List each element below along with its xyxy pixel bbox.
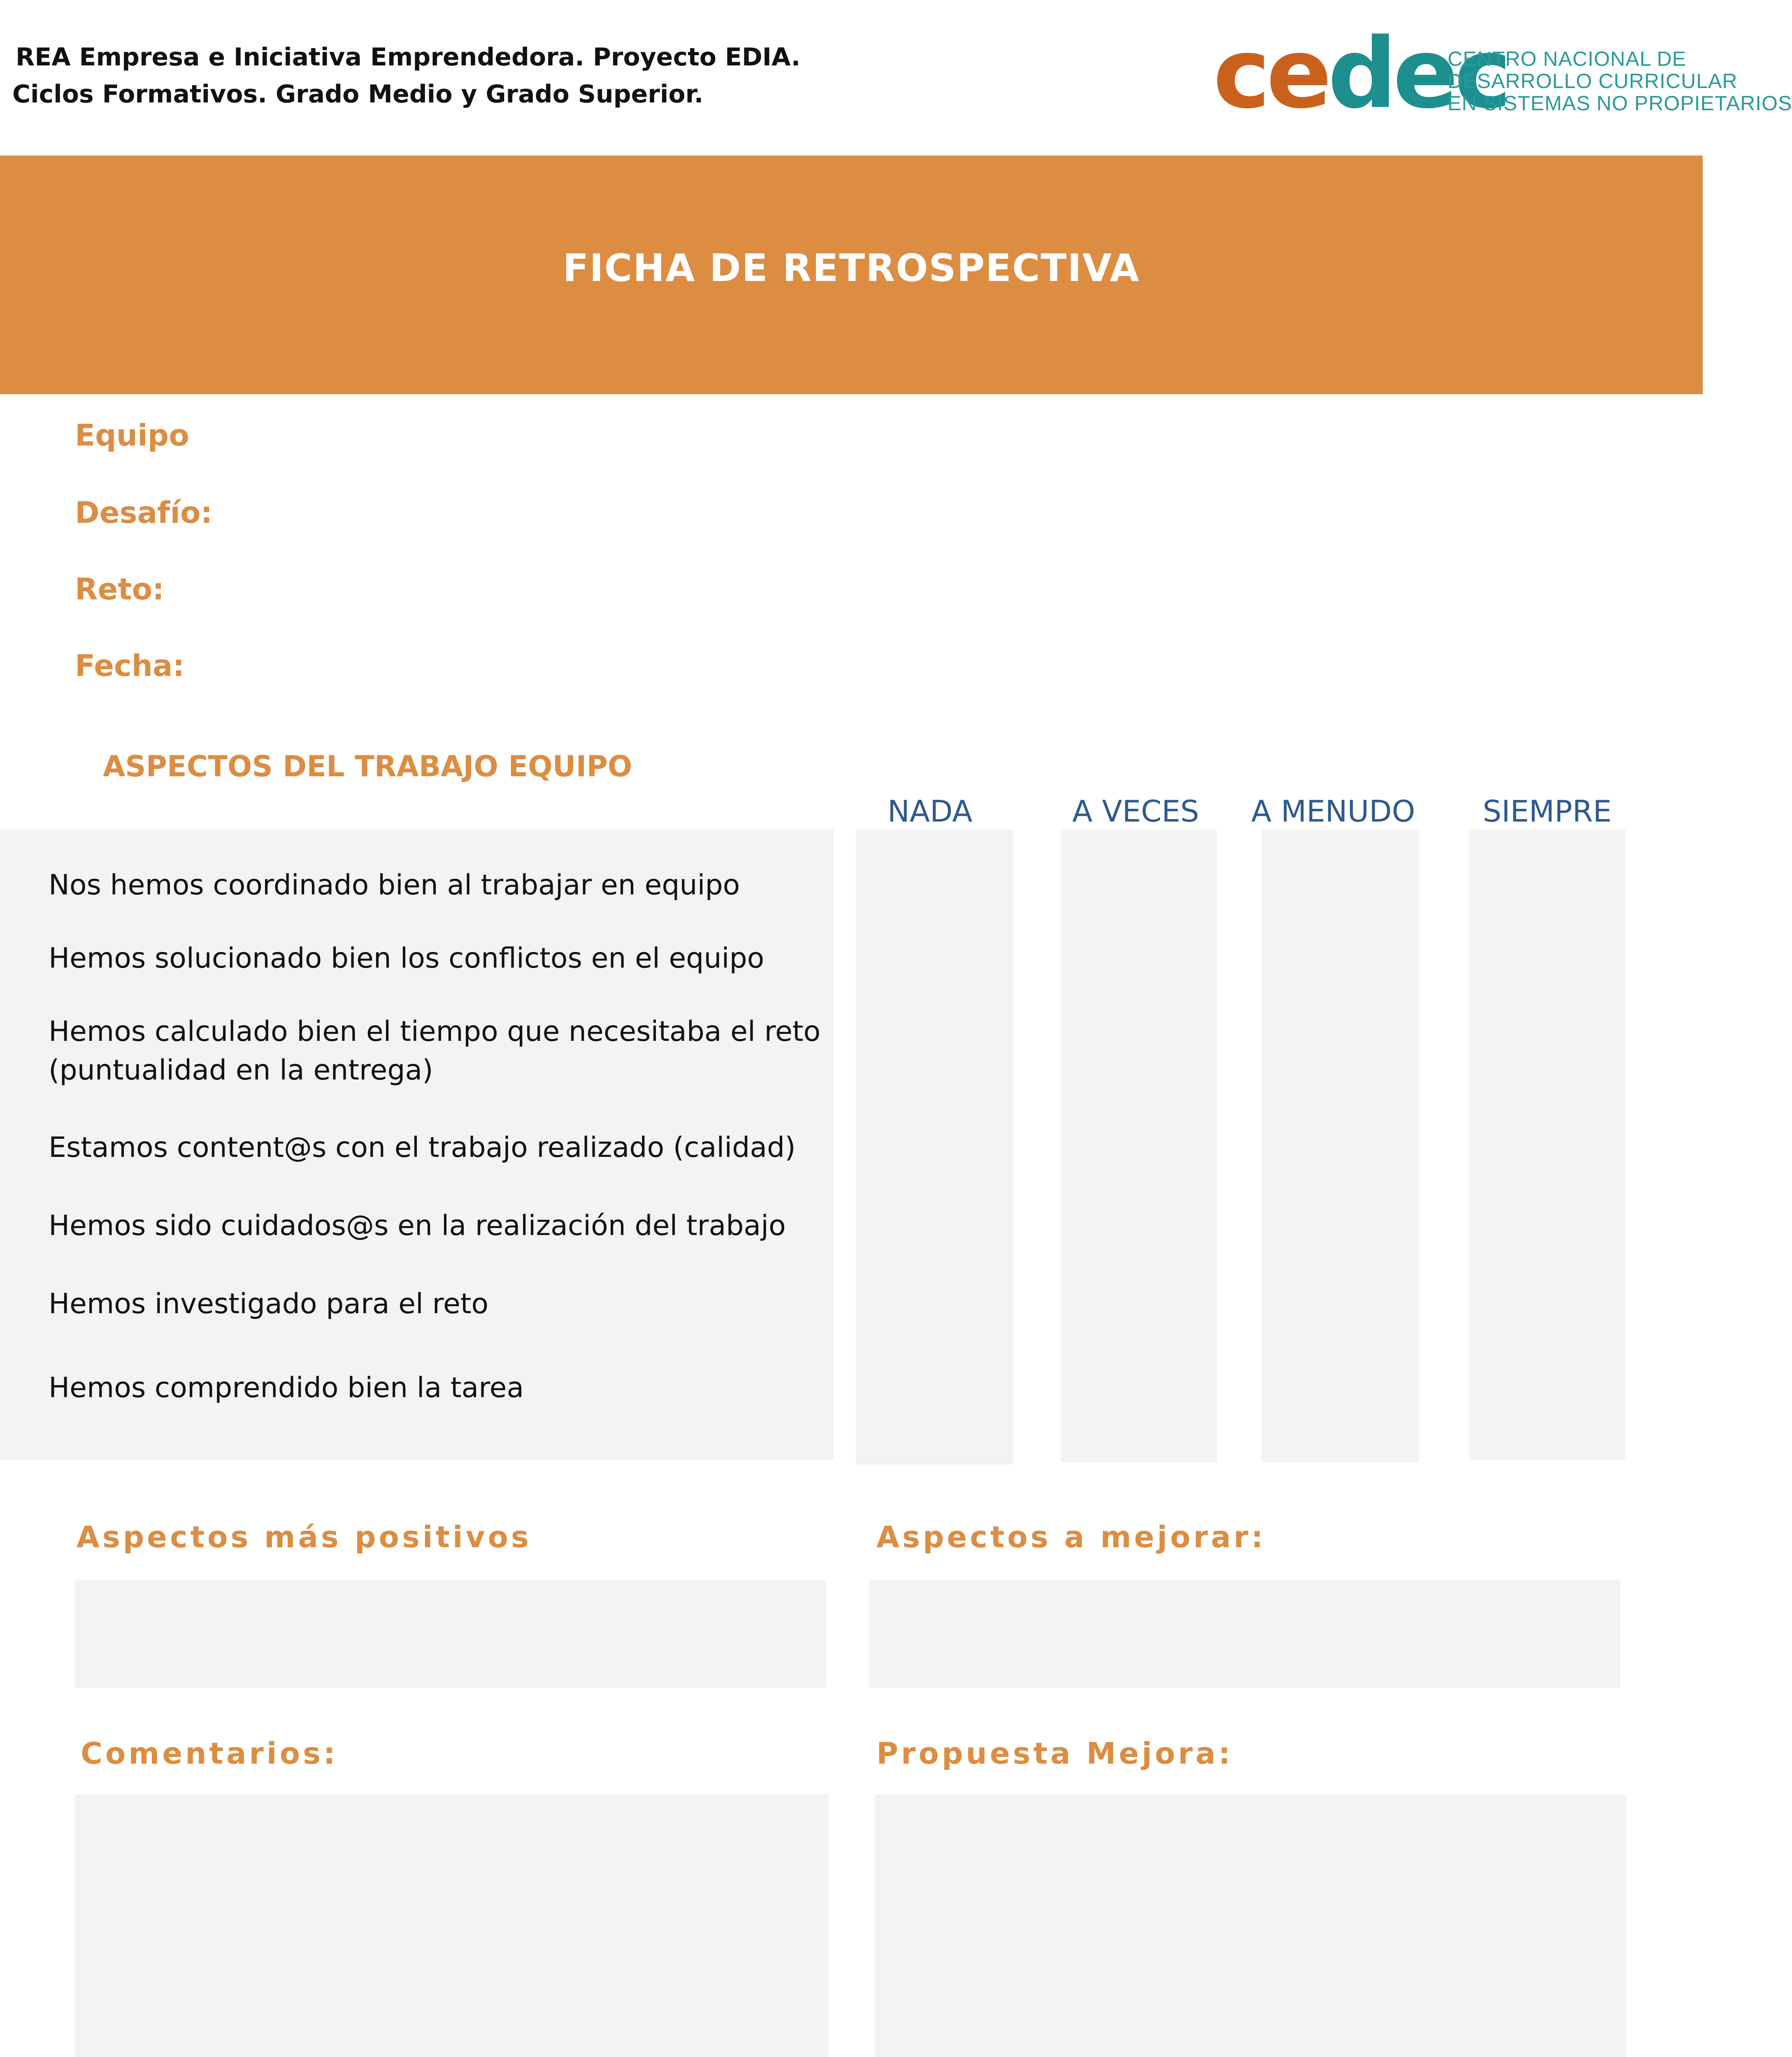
mejorar-answer-box[interactable] (869, 1580, 1620, 1688)
rating-column-siempre[interactable] (1469, 829, 1625, 1460)
comentarios-answer-box[interactable] (75, 1795, 829, 2057)
field-fecha-label: Fecha: (75, 648, 185, 683)
section-propuesta-label: Propuesta Mejora: (876, 1736, 1233, 1771)
aspects-title: ASPECTOS DEL TRABAJO EQUIPO (103, 750, 632, 783)
aspect-item-investigacion: Hemos investigado para el reto (49, 1288, 489, 1320)
column-heading-siempre: SIEMPRE (1483, 794, 1612, 829)
header-project-line: REA Empresa e Iniciativa Emprendedora. Proyecto EDIA. (16, 43, 801, 72)
rating-column-a-menudo[interactable] (1262, 829, 1419, 1462)
field-desafio-label: Desafío: (75, 495, 213, 530)
field-equipo-label: Equipo (75, 418, 189, 453)
cedec-logo-subline-3: EN SISTEMAS NO PROPIETARIOS (1448, 92, 1792, 115)
positivos-answer-box[interactable] (75, 1580, 826, 1688)
propuesta-answer-box[interactable] (875, 1795, 1626, 2057)
cedec-logo-subline-1: CENTRO NACIONAL DE (1448, 47, 1687, 70)
column-heading-a-menudo: A MENUDO (1251, 794, 1415, 829)
aspect-item-tiempo: Hemos calculado bien el tiempo que necesitaba el reto (49, 1015, 821, 1048)
column-heading-nada: NADA (887, 794, 973, 829)
rating-column-a-veces[interactable] (1061, 829, 1217, 1462)
cedec-logo-subline-2: DESARROLLO CURRICULAR (1448, 70, 1738, 93)
aspect-item-coordinacion: Nos hemos coordinado bien al trabajar en equipo (49, 869, 740, 901)
aspect-item-cuidado: Hemos sido cuidados@s en la realización del trabajo (49, 1210, 786, 1242)
column-heading-a-veces: A VECES (1072, 794, 1199, 829)
cedec-logo (1213, 18, 1792, 130)
section-mejorar-label: Aspectos a mejorar: (876, 1520, 1266, 1554)
aspect-item-calidad: Estamos content@s con el trabajo realizado (calidad) (49, 1131, 796, 1164)
aspect-item-conflictos: Hemos solucionado bien los conflictos en el equipo (49, 942, 765, 975)
page-title: FICHA DE RETROSPECTIVA (562, 246, 1140, 290)
field-reto-label: Reto: (75, 572, 164, 606)
cedec-logo-dec: dec (1327, 18, 1508, 130)
aspect-item-comprension: Hemos comprendido bien la tarea (49, 1372, 524, 1404)
aspect-item-tiempo-detalle: (puntualidad en la entrega) (49, 1054, 433, 1087)
header-cycles-line: Ciclos Formativos. Grado Medio y Grado Superior. (12, 80, 704, 109)
section-positivos-label: Aspectos más positivos (77, 1520, 532, 1554)
section-comentarios-label: Comentarios: (81, 1736, 338, 1771)
cedec-logo-ce: ce (1213, 18, 1328, 130)
rating-column-nada[interactable] (856, 829, 1013, 1465)
